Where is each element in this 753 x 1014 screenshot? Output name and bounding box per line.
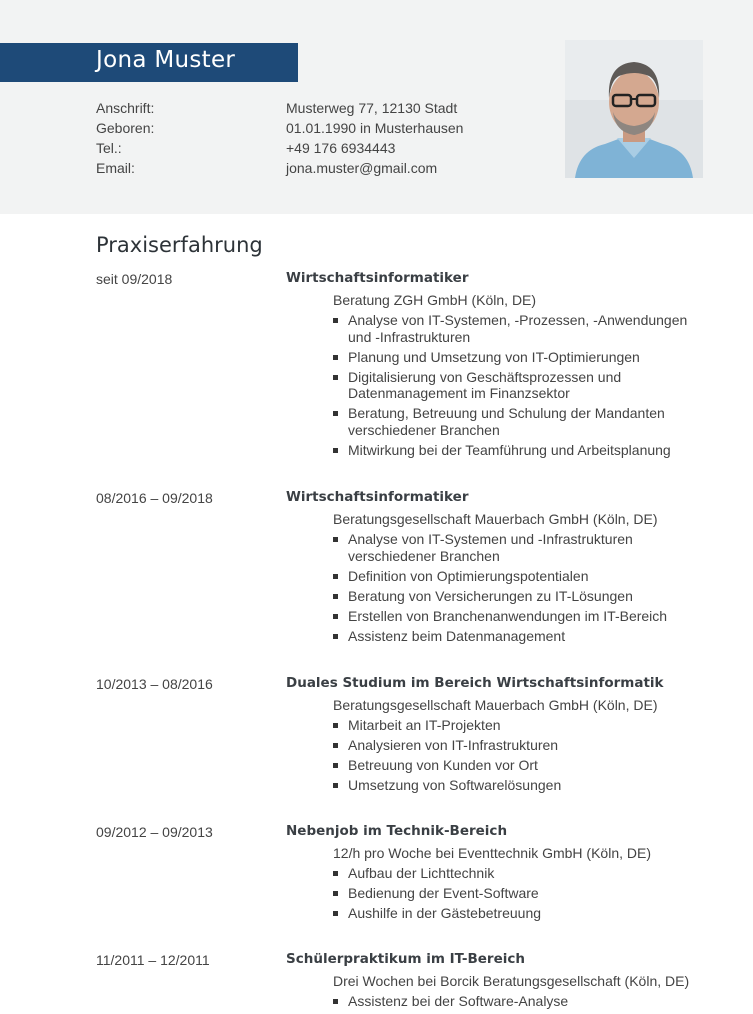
entry-company: 12/h pro Woche bei Eventtechnik GmbH (Köln, DE) bbox=[333, 845, 652, 861]
task-list bbox=[333, 717, 708, 794]
section-title: Praxiserfahrung bbox=[96, 233, 263, 257]
experience-list bbox=[96, 270, 716, 1013]
entry-date: 09/2012 – 09/2013 bbox=[96, 824, 213, 840]
square-bullet-icon bbox=[333, 318, 338, 323]
square-bullet-icon bbox=[333, 411, 338, 416]
square-bullet-icon bbox=[333, 911, 338, 916]
entry-title: Schülerpraktikum im IT-Bereich bbox=[286, 951, 525, 967]
square-bullet-icon bbox=[333, 783, 338, 788]
task-item bbox=[333, 757, 708, 774]
task-item bbox=[333, 737, 708, 754]
task-text: Analyse von IT-Systemen und -Infrastrukturen verschiedener Branchen bbox=[348, 531, 633, 564]
task-text: Mitarbeit an IT-Projekten bbox=[348, 717, 501, 733]
experience-entry bbox=[96, 951, 716, 1013]
entry-body bbox=[286, 270, 716, 489]
task-item bbox=[333, 369, 708, 402]
square-bullet-icon bbox=[333, 743, 338, 748]
task-item bbox=[333, 993, 708, 1010]
task-text: Betreuung von Kunden vor Ort bbox=[348, 757, 538, 773]
square-bullet-icon bbox=[333, 763, 338, 768]
task-item bbox=[333, 442, 708, 459]
entry-body bbox=[286, 951, 716, 1013]
task-item bbox=[333, 568, 708, 585]
task-item bbox=[333, 777, 708, 794]
contact-value: 01.01.1990 in Musterhausen bbox=[286, 120, 464, 136]
experience-entry bbox=[96, 489, 716, 675]
contact-value: Musterweg 77, 12130 Stadt bbox=[286, 100, 458, 116]
task-list bbox=[333, 865, 708, 922]
task-item bbox=[333, 885, 708, 902]
entry-company: Drei Wochen bei Borcik Beratungsgesellschaft (Köln, DE) bbox=[333, 973, 690, 989]
entry-date: seit 09/2018 bbox=[96, 271, 173, 287]
task-text: Aufbau der Lichttechnik bbox=[348, 865, 495, 881]
task-text: Planung und Umsetzung von IT-Optimierungen bbox=[348, 348, 640, 365]
square-bullet-icon bbox=[333, 574, 338, 579]
task-text: Mitwirkung bei der Teamführung und Arbeitsplanung bbox=[348, 441, 671, 458]
entry-title: Wirtschaftsinformatiker bbox=[286, 270, 469, 286]
contact-row-address bbox=[96, 100, 516, 120]
entry-title: Wirtschaftsinformatiker bbox=[286, 489, 469, 505]
entry-title: Nebenjob im Technik-Bereich bbox=[286, 823, 508, 839]
task-text: Definition von Optimierungspotentialen bbox=[348, 567, 589, 584]
task-item bbox=[333, 531, 708, 564]
entry-body bbox=[286, 823, 716, 951]
contact-label: Anschrift: bbox=[96, 100, 155, 116]
task-text: Aushilfe in der Gästebetreuung bbox=[348, 905, 542, 921]
task-item bbox=[333, 588, 708, 605]
square-bullet-icon bbox=[333, 537, 338, 542]
contact-label: Tel.: bbox=[96, 140, 122, 156]
task-list bbox=[333, 993, 708, 1010]
contact-row-phone bbox=[96, 140, 516, 160]
task-item bbox=[333, 865, 708, 882]
task-text: Assistenz beim Datenmanagement bbox=[348, 627, 566, 644]
task-text: Beratung, Betreuung und Schulung der Mandanten verschiedener Branchen bbox=[348, 405, 665, 438]
task-text: Analyse von IT-Systemen, -Prozessen, -Anwendungen und -Infrastrukturen bbox=[348, 312, 688, 345]
square-bullet-icon bbox=[333, 723, 338, 728]
task-item bbox=[333, 349, 708, 366]
entry-body bbox=[286, 675, 716, 823]
square-bullet-icon bbox=[333, 634, 338, 639]
task-list bbox=[333, 531, 708, 644]
contact-value: +49 176 6934443 bbox=[286, 140, 396, 156]
entry-date: 08/2016 – 09/2018 bbox=[96, 490, 213, 506]
header-band bbox=[0, 0, 753, 214]
entry-date: 11/2011 – 12/2011 bbox=[96, 952, 210, 968]
task-text: Digitalisierung von Geschäftsprozessen und Datenmanagement im Finanzsektor bbox=[348, 368, 622, 401]
contact-label: Geboren: bbox=[96, 120, 155, 136]
square-bullet-icon bbox=[333, 871, 338, 876]
task-text: Beratung von Versicherungen zu IT-Lösungen bbox=[348, 587, 633, 604]
candidate-name: Jona Muster bbox=[96, 47, 236, 73]
task-item bbox=[333, 608, 708, 625]
task-text: Analysieren von IT-Infrastrukturen bbox=[348, 737, 559, 753]
entry-date: 10/2013 – 08/2016 bbox=[96, 676, 213, 692]
task-item bbox=[333, 312, 708, 345]
entry-company: Beratungsgesellschaft Mauerbach GmbH (Köln, DE) bbox=[333, 511, 658, 527]
square-bullet-icon bbox=[333, 355, 338, 360]
square-bullet-icon bbox=[333, 999, 338, 1004]
contact-details bbox=[96, 100, 516, 180]
task-text: Bedienung der Event-Software bbox=[348, 885, 539, 901]
contact-row-birth bbox=[96, 120, 516, 140]
task-text: Assistenz bei der Software-Analyse bbox=[348, 993, 569, 1009]
square-bullet-icon bbox=[333, 375, 338, 380]
experience-entry bbox=[96, 823, 716, 951]
square-bullet-icon bbox=[333, 614, 338, 619]
square-bullet-icon bbox=[333, 891, 338, 896]
entry-company: Beratung ZGH GmbH (Köln, DE) bbox=[333, 292, 537, 308]
square-bullet-icon bbox=[333, 448, 338, 453]
entry-company: Beratungsgesellschaft Mauerbach GmbH (Köln, DE) bbox=[333, 697, 658, 713]
contact-value: jona.muster@gmail.com bbox=[286, 160, 438, 176]
entry-title: Duales Studium im Bereich Wirtschaftsinformatik bbox=[286, 675, 664, 691]
task-list bbox=[333, 312, 708, 458]
task-item bbox=[333, 405, 708, 438]
experience-entry bbox=[96, 270, 716, 489]
task-item bbox=[333, 905, 708, 922]
task-item bbox=[333, 628, 708, 645]
task-text: Umsetzung von Softwarelösungen bbox=[348, 777, 562, 793]
profile-photo bbox=[565, 40, 703, 178]
task-item bbox=[333, 717, 708, 734]
contact-row-email bbox=[96, 160, 516, 180]
task-text: Erstellen von Branchenanwendungen im IT-Bereich bbox=[348, 607, 668, 624]
experience-entry bbox=[96, 675, 716, 823]
square-bullet-icon bbox=[333, 594, 338, 599]
contact-label: Email: bbox=[96, 160, 135, 176]
entry-body bbox=[286, 489, 716, 675]
